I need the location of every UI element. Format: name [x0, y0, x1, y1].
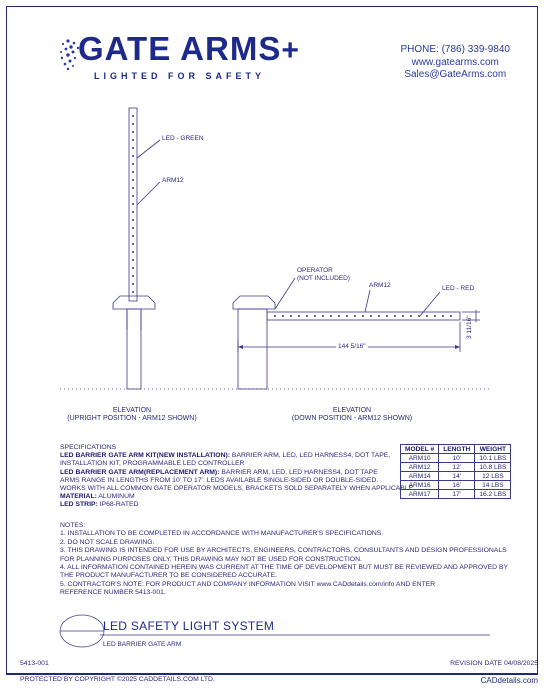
caption-upright-subtitle: (UPRIGHT POSITION - ARM12 SHOWN)	[67, 415, 197, 422]
table-cell: 12'	[439, 463, 475, 472]
reference-number: 5413-001	[20, 660, 49, 667]
upright-operator-cap	[113, 296, 155, 309]
copyright-text: PROTECTED BY COPYRIGHT ©2025 CADDETAILS.COM LTD.	[20, 676, 215, 683]
spec-strip-title: LED STRIP:	[60, 501, 98, 509]
table-row	[401, 463, 511, 472]
upright-led-dots	[132, 115, 134, 293]
contact-phone: PHONE: (786) 339-9840	[400, 44, 510, 55]
table-cell: 17'	[439, 490, 475, 499]
notes-heading: NOTES:	[60, 522, 86, 529]
table-cell: ARM12	[401, 463, 439, 472]
spec-kit-title: LED BARRIER GATE ARM KIT(NEW INSTALLATION):	[60, 452, 231, 460]
contact-website[interactable]: www.gatearms.com	[411, 56, 499, 68]
label-led-green: LED - GREEN	[162, 135, 204, 142]
models-header-cell: WEIGHT	[475, 445, 511, 454]
spec-strip-text: IP68-RATED	[97, 501, 139, 509]
contact-email[interactable]: Sales@GateArms.com	[404, 69, 507, 80]
table-cell: ARM17	[401, 490, 439, 499]
table-cell: ARM16	[401, 481, 439, 490]
logo-brand: GATE ARMS	[78, 30, 282, 67]
notes-block	[60, 522, 508, 598]
models-header-cell: LENGTH	[439, 445, 475, 454]
caption-upright	[60, 407, 204, 423]
specifications-block	[60, 444, 416, 510]
table-cell: ARM10	[401, 454, 439, 463]
table-row	[401, 472, 511, 481]
table-cell: 10.1 LBS	[475, 454, 511, 463]
spec-kit-text-2: INSTALLATION KIT, PROGRAMMABLE LED CONTROLLER	[60, 460, 245, 468]
caption-down-subtitle: (DOWN POSITION - ARM12 SHOWN)	[291, 415, 413, 422]
caption-upright-title: ELEVATION	[112, 407, 152, 414]
spec-material-title: MATERIAL:	[60, 493, 97, 501]
logo-tagline: LIGHTED FOR SAFETY	[94, 71, 265, 81]
note-item: THE PRODUCT MANUFACTURER TO BE CONSIDERED ACCURATE.	[60, 572, 278, 580]
down-led-dots	[274, 315, 452, 317]
label-operator-line1: OPERATOR	[297, 267, 333, 274]
table-cell: 12 LBS	[475, 472, 511, 481]
note-item: 5. CONTRACTOR'S NOTE: FOR PRODUCT AND COMPANY INFORMATION VISIT www.CADdetails.com/info AND ENTER	[60, 580, 436, 588]
table-cell: ARM14	[401, 472, 439, 481]
spec-replacement-title: LED BARRIER GATE ARM(REPLACEMENT ARM):	[60, 468, 220, 476]
drawing-title: LED SAFETY LIGHT SYSTEM	[103, 619, 275, 633]
table-cell: 16.2 LBS	[475, 490, 511, 499]
note-item: FOR PLANNING PURPOSES ONLY. THIS DRAWING MAY NOT BE USED FOR CONSTRUCTION.	[60, 555, 362, 563]
logo-plus: +	[281, 34, 300, 67]
caption-down	[280, 407, 424, 423]
drawing-subtitle: LED BARRIER GATE ARM	[103, 641, 182, 648]
label-arm12-down: ARM12	[369, 282, 391, 289]
table-cell: 16'	[439, 481, 475, 490]
spec-kit-text-1: BARRIER ARM, LED, LED HARNESS4, DOT TAPE,	[230, 452, 391, 460]
spec-material-text: ALUMINUM	[96, 493, 135, 501]
table-row	[401, 454, 511, 463]
spec-heading: SPECIFICATIONS	[60, 444, 117, 451]
spec-range: ARMS RANGE IN LENGTHS FROM 10' TO 17'. LEDS AVAILABLE SINGLE-SIDED OR DOUBLE-SIDED.	[60, 476, 379, 484]
note-item: REFERENCE NUMBER 5413-001.	[60, 589, 166, 597]
models-table	[400, 444, 511, 499]
spec-works: WORKS WITH ALL COMMON GATE OPERATOR MODELS. BRACKETS SOLD SEPARATELY WHEN APPLICABLE.	[60, 485, 416, 493]
label-led-red: LED - RED	[442, 285, 475, 292]
footer-divider	[6, 674, 538, 675]
label-length-dimension: 144 5/16"	[338, 343, 366, 350]
models-header-cell: MODEL #	[401, 445, 439, 454]
upright-post	[127, 309, 141, 389]
down-post	[238, 309, 267, 389]
table-row	[401, 490, 511, 499]
revision-date: REVISION DATE 04/08/2025	[450, 660, 538, 667]
caption-down-title: ELEVATION	[332, 407, 372, 414]
spec-replacement-text: BARRIER ARM, LED, LED HARNESS4, DOT TAPE	[219, 468, 378, 476]
label-arm12-upright: ARM12	[162, 177, 184, 184]
label-height-dimension: 3 11/16"	[466, 315, 473, 339]
table-cell: 10'	[439, 454, 475, 463]
table-cell: 10.8 LBS	[475, 463, 511, 472]
caddetails-link[interactable]: CADdetails.com	[480, 676, 538, 685]
note-item: 2. DO NOT SCALE DRAWING.	[60, 538, 155, 546]
down-operator-cap	[233, 296, 275, 309]
table-row	[401, 481, 511, 490]
note-item: 1. INSTALLATION TO BE COMPLETED IN ACCORDANCE WITH MANUFACTURER'S SPECIFICATIONS.	[60, 530, 384, 538]
models-header-row	[401, 445, 511, 454]
note-item: 4. ALL INFORMATION CONTAINED HEREIN WAS CURRENT AT THE TIME OF DEVELOPMENT BUT MUST BE REVIEWED AND APPROVED BY	[60, 564, 509, 572]
note-item: 3. THIS DRAWING IS INTENDED FOR USE BY ARCHITECTS, ENGINEERS, CONTRACTORS, CONSULTANTS AND DESIGN PROFESSIONALS	[60, 547, 507, 555]
table-cell: 14'	[439, 472, 475, 481]
label-operator-line2: (NOT INCLUDED)	[297, 275, 350, 282]
table-cell: 14 LBS	[475, 481, 511, 490]
